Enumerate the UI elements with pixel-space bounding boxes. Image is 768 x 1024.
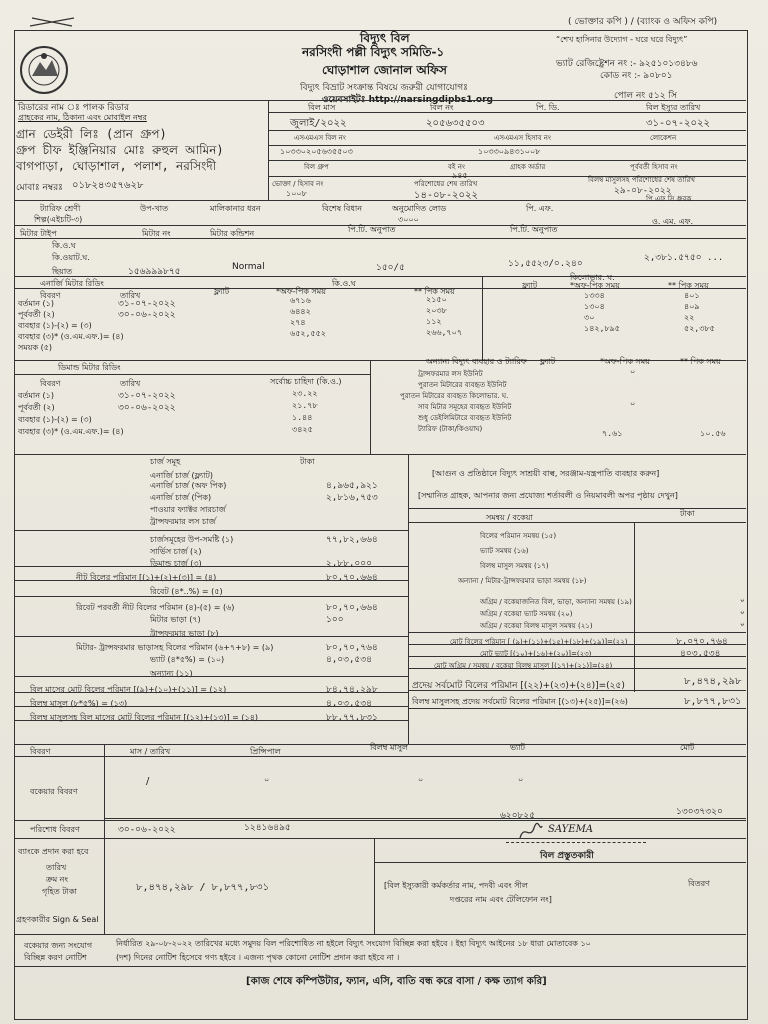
total-bill-value: ৮,০৭০,৭৬৪ [676, 637, 728, 647]
arrear-row-label: বিলম্ব মাসুল সমন্বয় (১৭) [480, 562, 549, 570]
closing-notice: [কাজ শেষে কম্পিউটার, ফ্যান, এসি, বাতি বন্ধ করে বাসা / কক্ষ ত্যাগ করি] [246, 976, 547, 987]
other-usage-row: ট্যারিফ (টাকা/কিওয়াঘ) [418, 425, 483, 433]
other-usage-row: ট্রান্সফরমার লস ইউনিট [418, 370, 483, 378]
energy-row-label: সময়ক (৫) [18, 343, 53, 352]
acc-label: ভোক্তা / হিসাব নং [272, 180, 324, 188]
disconnect-text-2: (দশ) দিনের নোটিশ হিসেবে গণ্য হইবে । এজন্য পৃথক কোনো নোটিশ প্রদান করা হইবে না । [116, 953, 400, 962]
energy2-row-flat: ১৪২,৮৯৫ [584, 324, 620, 333]
energy2-row-flat: ১৩০৪ [584, 302, 605, 311]
mobile-label: মোবাঃ নম্বরঃ [16, 183, 63, 193]
energy2-row-peak: ৪০১ [684, 291, 700, 300]
sms-no: ১০৩৩০৯৪৩১০০৮ [478, 147, 541, 156]
pf-label: পি.এফ সি ধ্রুবক [646, 195, 692, 203]
energy-kwh-head: কি.ও.ঘ [332, 279, 356, 288]
demand-row-val: ২১.৭৮ [292, 401, 318, 410]
samity-name: নরসিংদী পল্লী বিদ্যুৎ সমিতি-১ [302, 45, 445, 59]
charge-row-label: এনার্জি চার্জ (পিক) [150, 493, 212, 502]
customer-address: বাগপাড়া, ঘোড়াশাল, পলাশ, নরসিংদী [16, 159, 217, 173]
charge-row-label: ভ্যাট (৪*৫%) = (১০) [150, 655, 225, 664]
officer-label-2: দপ্তরের নাম এবং টেলিফোন নং] [450, 895, 552, 904]
charge-row-value: ৮০,৭০,৭৬৪ [326, 643, 378, 653]
charge-row-label: বিলম্ব মাসুলসহ বিল মাসের মোট বিলের পরিমান [(১২)+(১৩)] = (১৪) [30, 713, 259, 722]
arrear-row-label: অন্যান্য / মিটার-ট্রান্সফরমার ভাড়া সমন্বয় (১৮) [458, 577, 587, 585]
energy-row-label: ব্যবহার (১)-(২) = (৩) [18, 321, 92, 330]
charge-row-label: ডিমান্ড চার্জ (৩) [150, 559, 202, 568]
bill-month: জুলাই/২০২২ [290, 118, 347, 129]
payable-late-value: ৮,৮৭৭,৮৩১ [684, 696, 742, 707]
charge-row-label: রিবেট পরবর্তী নীট বিলের পরিমান (৪)-(৫) = (৬) [76, 603, 235, 612]
energy-section-label: এনার্জি মিটার রিডিং [40, 279, 104, 288]
website: ওয়েবসাইটঃ http://narsingdipbs1.org [322, 95, 493, 105]
sanction-label: অনুমোদিত লোড [392, 204, 447, 213]
bill-no: ২০৫৬৩৫৫০৩ [426, 118, 485, 129]
charge-row-label: মিটার ভাড়া (৭) [150, 615, 201, 624]
bill-title: বিদ্যুৎ বিল [360, 31, 410, 45]
energy-col-flat: ফ্ল্যাট [214, 287, 230, 296]
pt-val: ১৫০/৫ [376, 263, 405, 273]
arr-col-principal: প্রিন্সিপাল [250, 747, 281, 756]
charge-row-label: নীট বিলের পরিমান [(১)+(২)+(৩)] = (৪) [76, 573, 217, 582]
arr-col-late: বিলম্ব মাসুল [370, 743, 408, 752]
bank-received-label: গৃহিত টাকা [42, 887, 77, 896]
charges-head: চার্জ সমূহ [150, 457, 181, 466]
pbs-logo-icon [16, 44, 72, 96]
charge-row-label: বিল মাসের মোট বিলের পরিমান [(৯)+(১০)+(১১)] = (১২) [30, 685, 227, 694]
location-label: লোকেশন [650, 134, 677, 142]
energy-row-label: পূর্ববর্তী (২) [18, 310, 55, 319]
demand-row-label: ব্যবহার (১)-(২) = (৩) [18, 415, 92, 424]
arrear-row-label: ভ্যাট সমন্বয় (১৬) [480, 547, 529, 555]
total-bill-label: মোট বিলের পরিমান [ (৯)+(১১)+(১৫)+(১৮)+(১৯)]=(২২) [450, 638, 628, 646]
pole-no: পোল নং ৫১২ সি [614, 91, 677, 101]
charge-row-label: এনার্জি চার্জ (ফ্ল্যাট) [150, 471, 214, 480]
energy-row-peak: ২১৫০ [426, 295, 447, 304]
notice-saving: [আগুন ও প্রতিষ্ঠানে বিদ্যুৎ সাশ্রয়ী বাল্ব, সরঞ্জাম-যন্ত্রপাতি ব্যবহার করুন] [432, 469, 660, 478]
tariff-val: শিল্প(এইচটি-৩) [34, 215, 83, 224]
mobile-number: ০১৮২৪৩৫৭৬২৮ [72, 180, 144, 191]
bank-trx-label: ক্রম নং [46, 875, 68, 884]
charge-row-label: ট্রান্সফরমার লস চার্জ [150, 517, 216, 526]
notice-terms: [সম্মানিত গ্রাহক, আপনার জন্য প্রযোজ্য শর্তাবলী ও নিয়মাবলী অপর পৃষ্ঠায় দেখুন] [418, 491, 678, 500]
demand-col-desc: বিবরণ [40, 379, 61, 388]
other-flat: ফ্ল্যাট [540, 357, 556, 366]
energy-col-peak: ** পিক সময় [414, 287, 455, 296]
charge-row-label: বিলম্ব মাসুল (৮*৫%) = (১৩) [30, 699, 128, 708]
pt-label: পি.টি. অনুপাত [348, 225, 396, 234]
book-val: ৯৪৫ [452, 171, 468, 180]
demand-row-val: ৩৪২৫ [292, 425, 313, 434]
energy2-col-peak: ** পিক সময় [668, 281, 709, 290]
energy-row-date: ৩০-০৬-২০২২ [118, 310, 176, 320]
energy-row-label: ব্যবহার (৩)* (ও.এম.এফ.)= (৪) [18, 332, 124, 341]
demand-row-label: ব্যবহার (৩)* (ও.এম.এফ.)= (৪) [18, 427, 124, 436]
meter-cond-label: মিটার কন্ডিশন [210, 229, 255, 238]
issue-date-label: বিল ইস্যুর তারিখ [646, 103, 701, 112]
charge-row-label: চার্জসমূহের উপ-সমষ্টি (১) [150, 535, 234, 544]
charge-row-value: ১০০ [326, 615, 344, 625]
arrear-zero-vat: ০ [518, 775, 524, 784]
distribution-label: বিতরণ [688, 879, 710, 888]
charge-row-label: ট্রান্সফরমার ভাড়া (৮) [150, 629, 219, 638]
arr-col-month: মাস / তারিখ [130, 747, 171, 756]
energy-row-label: বর্তমান (১) [18, 299, 54, 308]
receiver-sign-label: গ্রহণকারীর Sign & Seal [16, 915, 99, 924]
charge-row-value: ৪,০৩,৫৩৪ [326, 655, 372, 665]
ebill-no: ১০৩৩০২০৫৬৩৫৫০৩ [280, 147, 353, 156]
demand-row-val: ১.৪৪ [292, 413, 313, 422]
demand-col-date: তারিখ [120, 379, 141, 388]
other-usage-label: অন্যান্য বিদ্যুৎ ব্যবহার ও ট্যারিফ [426, 357, 527, 366]
energy2-row-peak: ২২ [684, 313, 695, 322]
late-pay-label: বিলম্ব মাসুলসহ পরিশোধের শেষ তারিখ [588, 176, 695, 184]
arr-col-vat: ভ্যাট [510, 743, 525, 752]
arrear-zero-late: ০ [418, 775, 424, 784]
arrear-row-zero: ০ [740, 620, 745, 628]
charge-row-value: ৮৪,৭৪,২৯৮ [326, 685, 378, 695]
energy2-row-flat: ৩০ [584, 313, 595, 322]
arrear-zero-principal: ০ [264, 775, 270, 784]
demand-row-date: ৩০-০৬-২০২২ [118, 403, 176, 413]
ct-val: ১১,৫৫২৩/০.২৪০ [508, 259, 583, 269]
sms-label: এসএমএস হিসাব নং [494, 134, 551, 142]
payable-value: ৮,৪৭৪,২৯৮ [684, 676, 742, 687]
demand-row-val: ২৩.২২ [292, 389, 318, 398]
energy-row-peak: ২৬৬,৭০৭ [426, 328, 463, 337]
arrear-taka: টাকা [680, 509, 695, 518]
energy2-row-peak: ৪০৯ [684, 302, 700, 311]
sanction-val: ৩০০০ [398, 215, 419, 224]
charge-row-value: ৮০,৭০,৬৬৪ [326, 603, 378, 613]
energy2-row-peak: ৫২,৩৮৫ [684, 324, 715, 333]
meter-cond: Normal [232, 262, 265, 272]
demand-row-date: ৩১-০৭-২০২২ [118, 391, 176, 401]
arrear-head: সমন্বয় / বকেয়া [486, 513, 533, 522]
bill-no-label: বিল নং [430, 103, 454, 112]
other-peak: ** পিক সময় [680, 357, 721, 366]
payable-late-label: বিলম্ব মাসুলসহ প্রদেয় সর্বমোট বিলের পরিমান [(১৩)+(২৫)]=(২৬) [412, 697, 628, 706]
demand-row-label: বর্তমান (১) [18, 391, 54, 400]
charge-row-label: রিবেট (৪*..%) = (৫) [150, 587, 223, 596]
officer-label: [বিল ইস্যুকারী কর্মকর্তার নাম, পদবী এবং সীল [384, 881, 528, 890]
arrear-row-label: বিলের পরিমান সমন্বয় (১৫) [480, 532, 557, 540]
energy2-row-flat: ১৩৩৪ [584, 291, 605, 300]
pd-label: পি. ডি. [536, 103, 560, 112]
disconnect-label-2: বিচ্ছিন্ন করণ নোটিশ [24, 953, 87, 962]
energy-row-offpeak: ৬৫২,৫৫২ [290, 329, 326, 338]
arr-col-total: মোট [680, 743, 695, 752]
meter-kwh-label: কি.ও.ঘ [52, 241, 76, 250]
subsector-label: উপ-খাত [140, 204, 169, 213]
meter-rhythm-label: ছিয়াত [52, 267, 73, 276]
energy-col-offpeak: *অফ-পিক সময় [276, 287, 326, 296]
payment-detail-label: পরিশোধ বিবরণ [30, 825, 80, 834]
pf-short: পি. এফ. [526, 204, 554, 213]
arrear-slash: / [146, 776, 150, 787]
order-label: গ্রাহক অর্ডার [510, 163, 546, 171]
charge-row-value: ৪,০৩,৫৩৪ [326, 699, 372, 709]
emergency-notice: বিদ্যুৎ বিভ্রাট সংক্রান্ত বিষয়ে জরুরী যোগাযোগঃ [300, 83, 468, 93]
ownership-label: মালিকানার ধরন [210, 204, 261, 213]
tariff-label: ট্যারিফ শ্রেণী [40, 204, 81, 213]
paid-principal: ১২৪১৬৪৯৫ [244, 823, 291, 833]
charge-row-value: ৮০,৭০,৬৬৪ [326, 573, 378, 583]
meter-no: ১৫৬৯৯৯৮৭৫ [128, 267, 181, 277]
charge-row-label: অন্যান্য (১১) [150, 669, 193, 678]
tariff-peak-rate: ১০.৫৬ [700, 429, 726, 438]
signature-name: SAYEMA [548, 824, 594, 835]
other-usage-row: পুরাতন মিটারের ব্যবহৃত ইউনিট [418, 381, 507, 389]
energy-row-offpeak: ৬৪৪২ [290, 307, 311, 316]
reader-name: রিডারের নাম ঃ পালক রিডার [18, 103, 129, 113]
total-vat-value: ৪০৩,৫৩৪ [680, 649, 721, 659]
meter-type-label: মিটার টাইপ [20, 229, 57, 238]
book-no-label: বই নং [448, 163, 465, 171]
last-pay-date: ১৪-০৮-২০২২ [414, 190, 479, 201]
meter-no-label: মিটার নং [142, 229, 171, 238]
last-pay-label: পরিশোধের শেষ তারিখ [414, 180, 478, 188]
customer-name: গ্রান ডেইরী লিঃ (প্রান গ্রুপ) [16, 127, 167, 141]
charges-taka-head: টাকা [300, 457, 315, 466]
paid-total: ১৩০৩৭৩২০ [676, 807, 723, 817]
tariff-offpeak-rate: ৭.৬১ [602, 429, 623, 438]
arrear-row-label: অগ্রিম / বকেয়া বিলম্ব মাসুল সমন্বয় (২১) [480, 622, 593, 630]
bill-month-label: বিল মাস [308, 103, 336, 112]
energy2-col-flat: ফ্ল্যাট [522, 281, 538, 290]
energy-row-date: ৩১-০৭-২০২২ [118, 299, 176, 309]
vat-reg: ভ্যাট রেজিষ্ট্রেশন নং :- ৯২৫১০১৩৪৮৬ [556, 59, 698, 69]
charge-row-value: ৭৭,৮২,৬৬৪ [326, 535, 378, 545]
zonal-office: ঘোড়াশাল জোনাল অফিস [322, 63, 447, 77]
arrear-row-zero: ০ [740, 596, 745, 604]
demand-row-label: পূর্ববর্তী (২) [18, 403, 55, 412]
charge-row-label: সার্ভিস চার্জ (২) [150, 547, 202, 556]
prev-acc-label: পূর্ববর্তী হিসাব নং [630, 163, 678, 171]
arrear-row-label: অগ্রিম / বকেয়া ভ্যাট সমন্বয় (২০) [480, 610, 573, 618]
scribble-mark [28, 14, 78, 30]
ebill-label: এসএমএস বিল নং [294, 134, 346, 142]
issue-date: ৩১-০৭-২০২২ [646, 118, 711, 129]
om-label: ও. এম. এফ. [652, 217, 694, 226]
charge-row-value: ৪,৯৬৫,৯২১ [326, 481, 378, 491]
ct-label: পি.টি. অনুপাত [510, 225, 558, 234]
other-usage-row: শুধু ডেইলিমিটারে ব্যবহৃত ইউনিট [418, 414, 512, 422]
disconnect-text: নির্ধারিত ২৯-০৮-২০২২ তারিখের মধ্যে সমুদয় বিল পরিশোধিত না হইলে বিদ্যুৎ সংযোগ বিচ্ছিন্ন করা হইবে । ইহা বিদ্যুৎ আইনের ১৮ ধারা মোতাবেক ১০ [116, 939, 591, 948]
meter-kw-label: কি.ওয়াট.ঘ. [52, 253, 90, 262]
acc-val: ১০০৮ [286, 189, 307, 198]
charge-row-label: এনার্জি চার্জ (অফ পিক) [150, 481, 227, 490]
slogan: “শেখ হাসিনার উদ্যোগ - ঘরে ঘরে বিদ্যুৎ” [556, 35, 688, 44]
energy-kvarh-head: কিলোভার. ঘ. [570, 273, 615, 282]
demand-col-max: সর্বোচ্চ চাহিদা (কি.ও.) [270, 377, 342, 386]
arrear-row-zero: ০ [740, 608, 745, 616]
preparer-label: বিল প্রস্তুতকারী [540, 851, 594, 861]
bank-received-val: ৮,৪৭৪,২৯৮ / ৮,৮৭৭,৮৩১ [136, 882, 270, 893]
energy-row-peak: ২০৩৮ [426, 306, 447, 315]
book-label: বিল গ্রুপ [304, 163, 329, 171]
charge-row-value: ৮৮,৭৭,৮৩১ [326, 713, 378, 723]
total-late-label: মোট অগ্রিম / সমন্বয় / বকেয়া বিলম্ব মাসুল [(১৭)+(২১)]=(২৪) [434, 662, 613, 670]
other-zero-1: ০ [630, 367, 636, 376]
paid-date: ৩০-০৬-২০২২ [118, 825, 176, 835]
copy-labels: ( ভোক্তার কপি ) / (ব্যাংক ও অফিস কপি) [568, 17, 718, 27]
customer-label: গ্রাহকের নাম, ঠিকানা এবং মোবাইল নম্বর [18, 113, 147, 122]
late-pay-date: ২৯-০৮-২০২২ [614, 186, 672, 196]
arrear-row-label: অগ্রিম / বকেয়াজনিত বিল, ভাড়া, অন্যান্য সমন্বয় (১৯) [480, 598, 632, 606]
code-no: কোড নং :- ৯০৮০১ [600, 71, 673, 81]
disconnect-label: বকেয়ার জন্য সংযোগ [24, 941, 93, 950]
payable-label: প্রদেয় সর্বমোট বিলের পরিমান [(২২)+(২৩)+(২৪)]=(২৫) [412, 681, 625, 691]
customer-contact: গ্রুপ চীফ ইঞ্জিনিয়ার মোঃ রুহুল আমিন) [16, 143, 224, 157]
energy-row-peak: ১১২ [426, 317, 442, 326]
bank-label: ব্যাংকে প্রদান করা হবে [18, 847, 89, 856]
energy2-col-offpeak: *অফ-পিক সময় [570, 281, 620, 290]
demand-section-label: ডিমান্ড মিটার রিডিং [58, 363, 121, 372]
energy-row-offpeak: ২৭৪ [290, 318, 306, 327]
total-vat-label: মোট ভ্যাট [(১০)+(১৬)+(২০)]=(২৩) [480, 650, 592, 658]
arrear-detail-label: বকেয়ার বিবরণ [30, 787, 78, 796]
paid-vat: ৬২০৮২৫ [500, 811, 536, 821]
arr-col-desc: বিবরণ [30, 747, 51, 756]
energy-col-desc: বিবরণ [40, 291, 61, 300]
energy-col-date: তারিখ [120, 291, 141, 300]
om-val: ২,৩৮১.৫৭৫০ ... [644, 253, 724, 263]
charge-row-value: ২,৮৮,০০০ [326, 559, 372, 569]
bank-date-label: তারিখ [46, 863, 67, 872]
charge-row-value: ২,৮১৬,৭৫৩ [326, 493, 378, 503]
charge-row-label: পাওয়ার ফ্যাক্টর সারচার্জ [150, 505, 226, 514]
other-usage-row: সাব মিটার সমূহের ব্যবহৃত ইউনিট [418, 403, 512, 411]
charge-row-label: মিটার- ট্রান্সফরমার ভাড়াসহ বিলের পরিমান (৬+৭+৮) = (৯) [76, 643, 274, 652]
other-usage-row: পুরাতন মিটারের ব্যবহৃত কিলোভার. ঘ. [400, 392, 509, 400]
signature-scribble [516, 820, 544, 844]
other-zero-2: ০ [630, 399, 636, 408]
other-offpeak: *অফ-পিক সময় [600, 357, 650, 366]
energy-row-offpeak: ৬৭১৬ [290, 296, 311, 305]
special-label: বিশেষ বিধান [322, 204, 362, 213]
